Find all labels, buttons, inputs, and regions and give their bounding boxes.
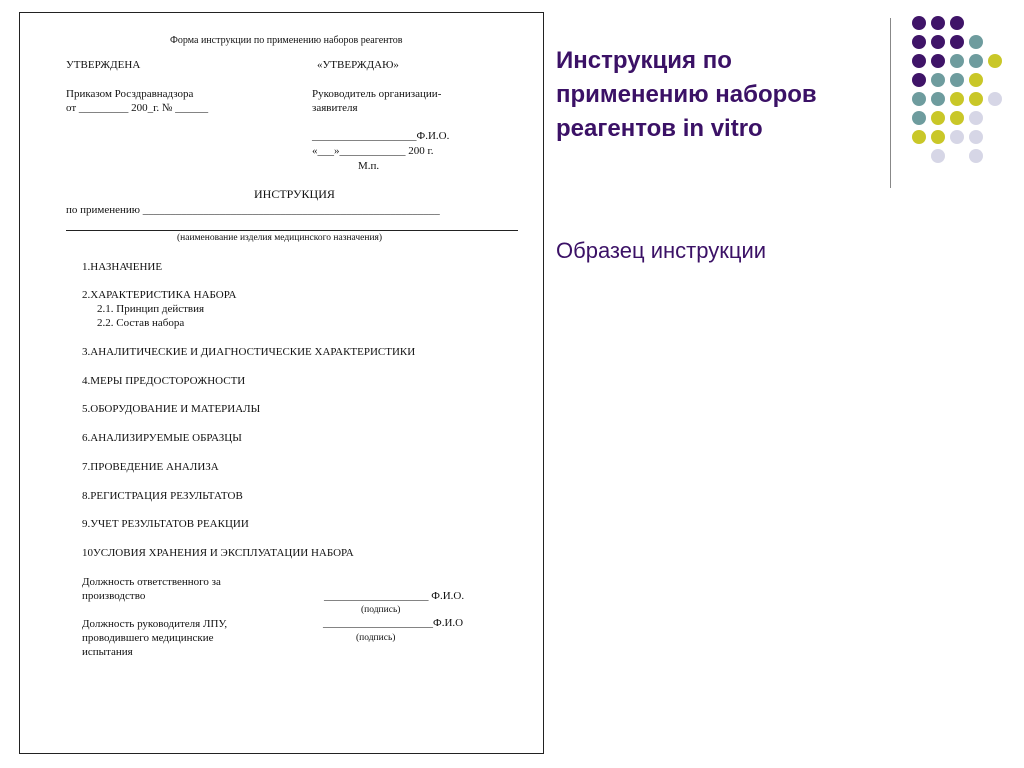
section-1: 1.НАЗНАЧЕНИЕ bbox=[82, 261, 163, 273]
slide-title-line-3: реагентов in vitro bbox=[556, 115, 763, 142]
dot bbox=[931, 35, 945, 49]
sign2-line-3: испытания bbox=[82, 646, 133, 658]
order-line-1: Приказом Росздравнадзора bbox=[66, 88, 194, 100]
dot bbox=[931, 54, 945, 68]
decorative-divider bbox=[890, 18, 891, 188]
dot bbox=[912, 111, 926, 125]
dot bbox=[988, 92, 1002, 106]
dot bbox=[931, 130, 945, 144]
dot bbox=[912, 73, 926, 87]
slide-title-line-1: Инструкция по bbox=[556, 47, 732, 74]
sign2-fio: ____________________Ф.И.О bbox=[323, 617, 464, 629]
dot bbox=[950, 16, 964, 30]
dot bbox=[988, 54, 1002, 68]
dot bbox=[931, 73, 945, 87]
dot bbox=[931, 92, 945, 106]
order-line-2: от _________ 200_г. № ______ bbox=[66, 102, 209, 114]
dot bbox=[912, 92, 926, 106]
sign1-line-2: производство bbox=[82, 590, 146, 602]
sign2-line-1: Должность руководителя ЛПУ, bbox=[82, 618, 228, 630]
approved-left: УТВЕРЖДЕНА bbox=[66, 59, 141, 71]
head-line-2: заявителя bbox=[312, 102, 358, 114]
date-line: «___»____________ 200 г. bbox=[312, 145, 434, 157]
product-caption: (наименование изделия медицинского назначения) bbox=[177, 233, 383, 243]
section-2-1: 2.1. Принцип действия bbox=[97, 303, 205, 315]
sign1-fio: ___________________ Ф.И.О. bbox=[324, 590, 465, 602]
dot bbox=[931, 16, 945, 30]
usage-line: по применению ______________________________________________________ bbox=[66, 204, 440, 216]
dot bbox=[950, 73, 964, 87]
dot bbox=[969, 111, 983, 125]
dot bbox=[969, 54, 983, 68]
dot bbox=[950, 111, 964, 125]
dot bbox=[969, 130, 983, 144]
section-10: 10УСЛОВИЯ ХРАНЕНИЯ И ЭКСПЛУАТАЦИИ НАБОРА bbox=[82, 547, 354, 559]
dot bbox=[950, 54, 964, 68]
section-7: 7.ПРОВЕДЕНИЕ АНАЛИЗА bbox=[82, 461, 219, 473]
section-4: 4.МЕРЫ ПРЕДОСТОРОЖНОСТИ bbox=[82, 375, 246, 387]
sign2-caption: (подпись) bbox=[356, 633, 396, 643]
sign1-caption: (подпись) bbox=[361, 605, 401, 615]
slide-subtitle: Образец инструкции bbox=[556, 238, 767, 263]
dot bbox=[912, 54, 926, 68]
section-2-2: 2.2. Состав набора bbox=[97, 317, 185, 329]
dot bbox=[931, 111, 945, 125]
dot bbox=[969, 149, 983, 163]
form-title: Форма инструкции по применению наборов реагентов bbox=[170, 35, 403, 46]
approved-right: «УТВЕРЖДАЮ» bbox=[317, 59, 399, 71]
dot bbox=[950, 92, 964, 106]
dot bbox=[912, 35, 926, 49]
section-6: 6.АНАЛИЗИРУЕМЫЕ ОБРАЗЦЫ bbox=[82, 432, 242, 444]
sign2-line-2: проводившего медицинские bbox=[82, 632, 214, 644]
sign1-line-1: Должность ответственного за bbox=[82, 576, 221, 588]
slide-title-line-2: применению наборов bbox=[556, 81, 817, 108]
head-line-1: Руководитель организации- bbox=[312, 88, 442, 100]
instruction-form-document bbox=[19, 12, 544, 754]
section-8: 8.РЕГИСТРАЦИЯ РЕЗУЛЬТАТОВ bbox=[82, 490, 243, 502]
dot bbox=[931, 149, 945, 163]
section-3: 3.АНАЛИТИЧЕСКИЕ И ДИАГНОСТИЧЕСКИЕ ХАРАКТЕРИСТИКИ bbox=[82, 346, 416, 358]
dot bbox=[950, 130, 964, 144]
fio-line: ___________________Ф.И.О. bbox=[312, 130, 450, 142]
section-2: 2.ХАРАКТЕРИСТИКА НАБОРА bbox=[82, 289, 237, 301]
dot bbox=[912, 16, 926, 30]
section-5: 5.ОБОРУДОВАНИЕ И МАТЕРИАЛЫ bbox=[82, 403, 261, 415]
dot bbox=[950, 35, 964, 49]
dot bbox=[912, 130, 926, 144]
blank-underline bbox=[66, 230, 518, 231]
dot bbox=[969, 35, 983, 49]
instruction-heading: ИНСТРУКЦИЯ bbox=[254, 187, 335, 201]
section-9: 9.УЧЕТ РЕЗУЛЬТАТОВ РЕАКЦИИ bbox=[82, 518, 249, 530]
slide-title bbox=[556, 44, 876, 146]
dot bbox=[969, 73, 983, 87]
dot bbox=[969, 92, 983, 106]
mp-label: М.п. bbox=[358, 160, 380, 172]
